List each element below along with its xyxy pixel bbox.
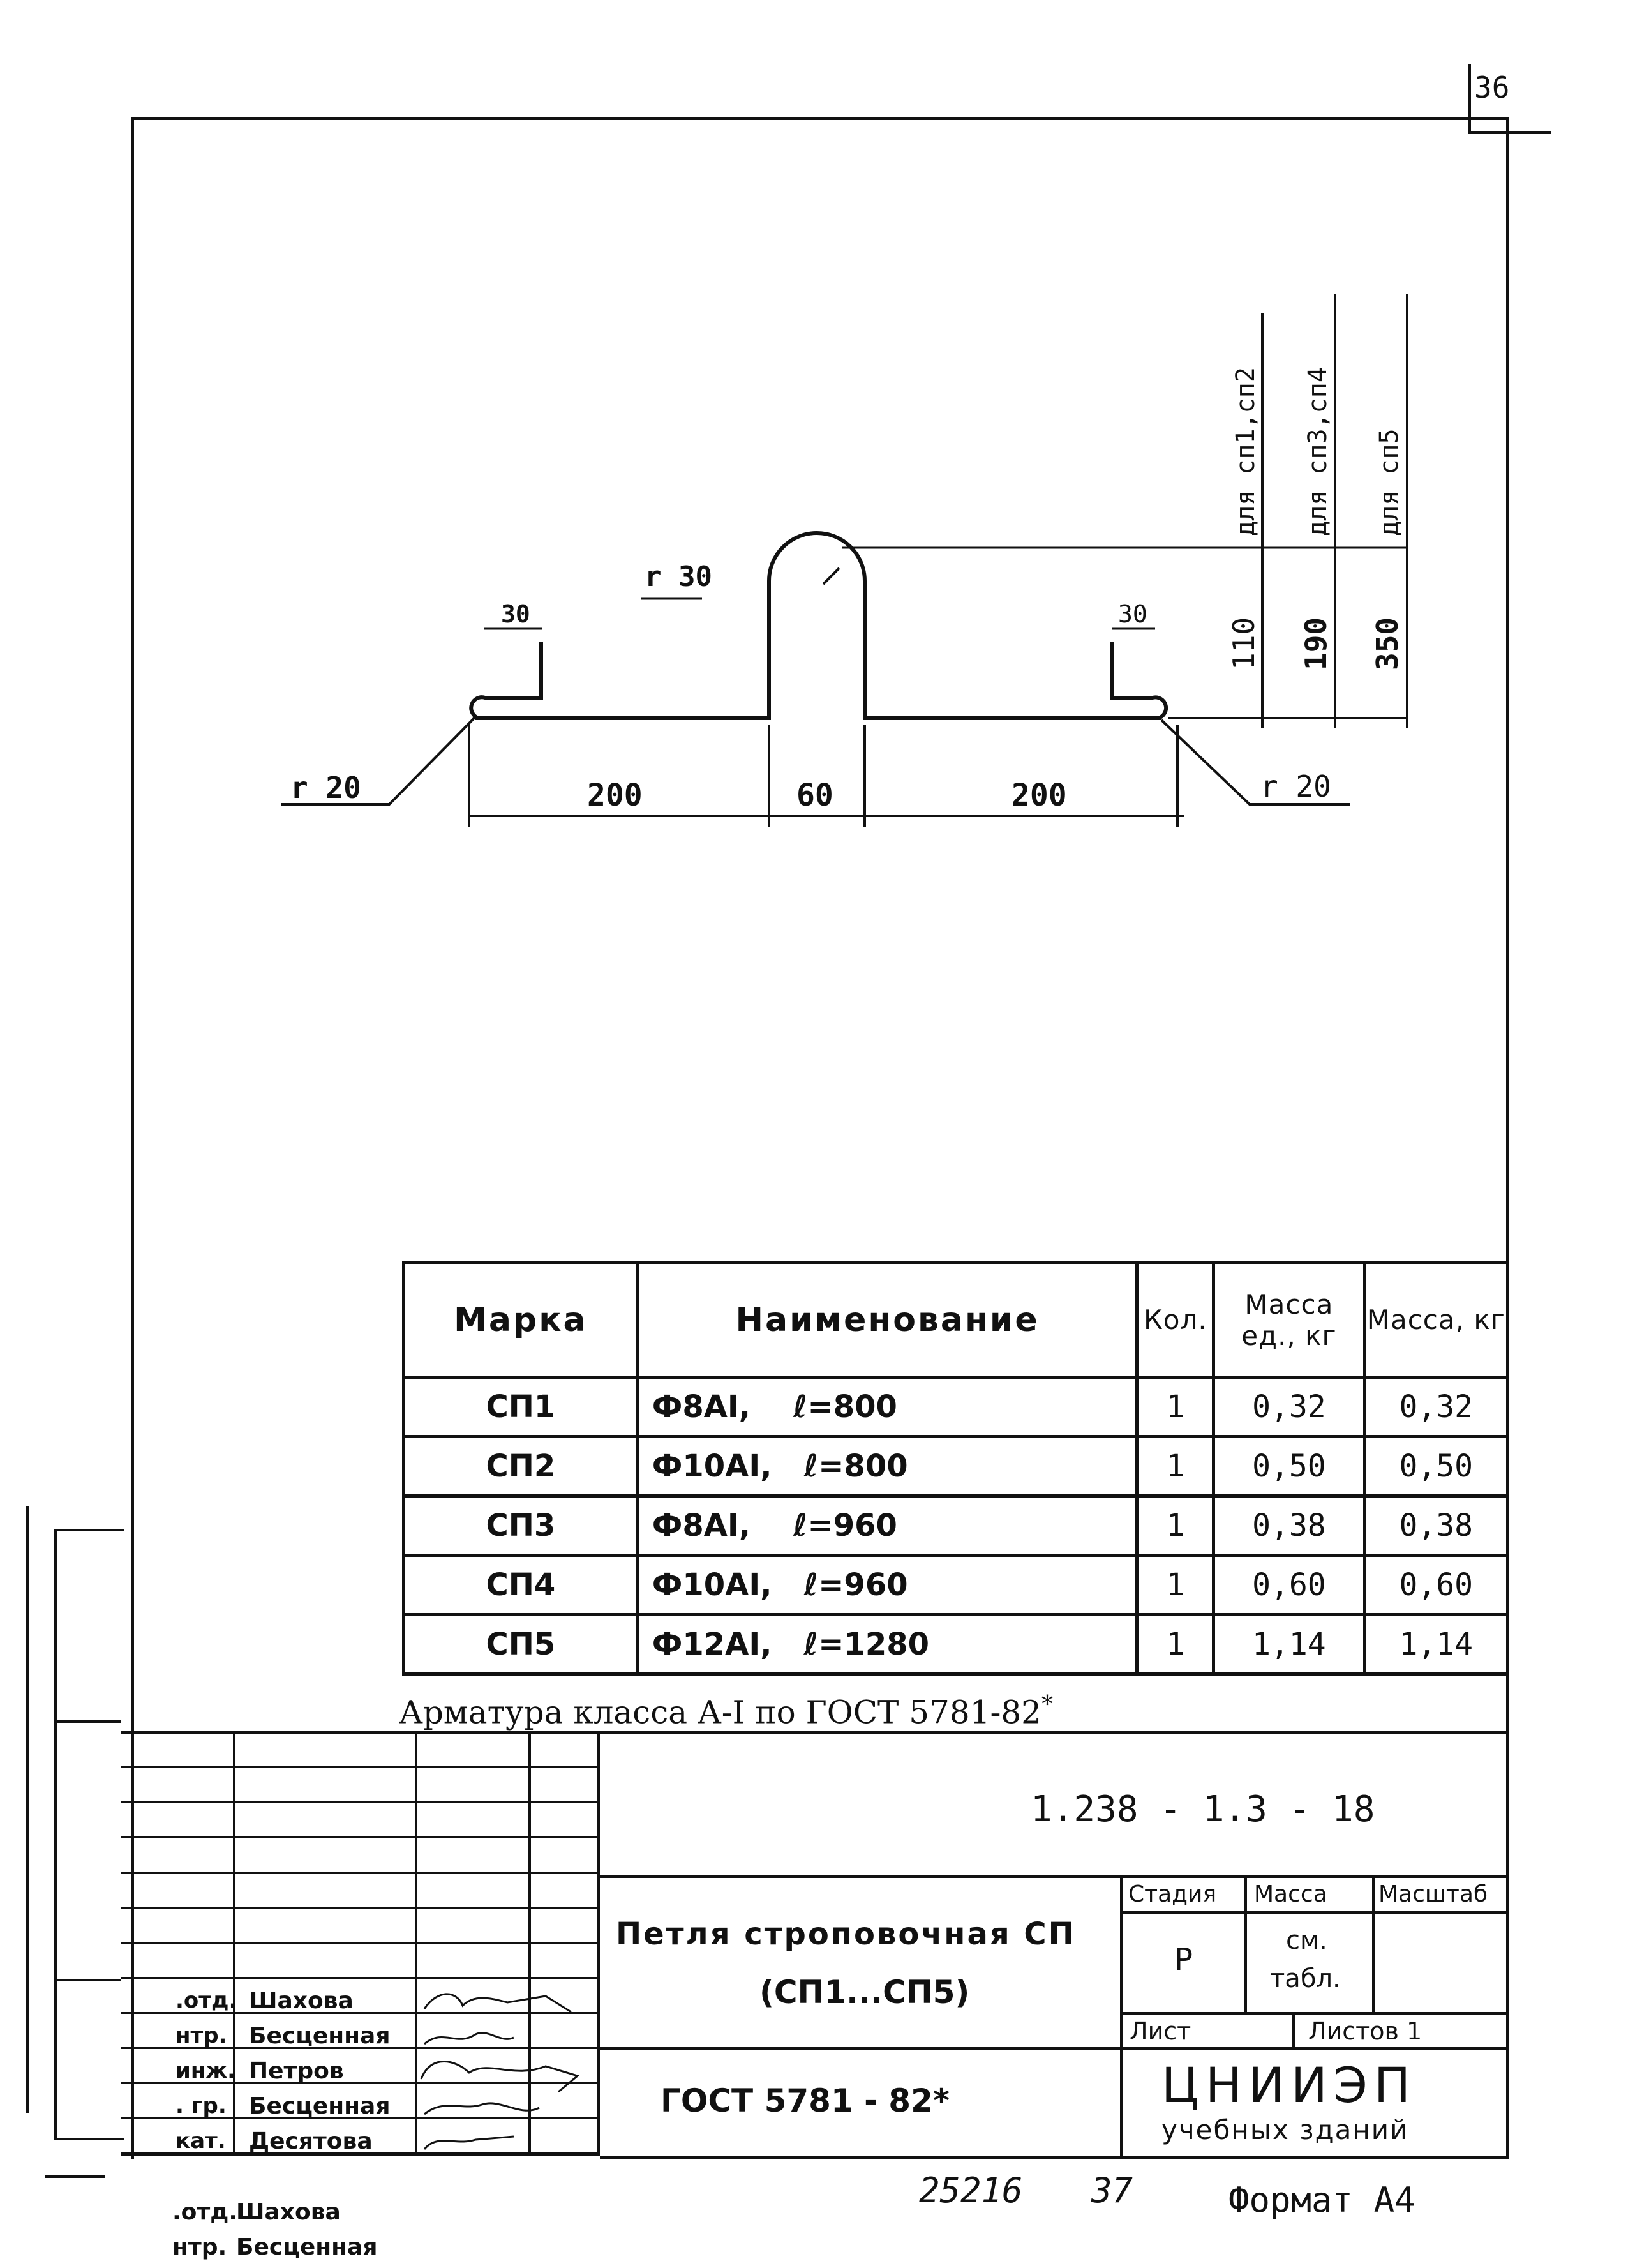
table-row: [404, 1437, 1508, 1496]
specification-table: [402, 1261, 1509, 1676]
reinforcement-note: [399, 1692, 1053, 1731]
sheet-number: 37: [1091, 2170, 1133, 2211]
stage-value: Р: [1174, 1942, 1193, 1978]
loop-bar-left: [475, 533, 1161, 718]
dim-r20-right: r 20: [1260, 769, 1331, 804]
organization-name: ЦНИИЭП: [1161, 2057, 1417, 2114]
cell-qty: 1: [1137, 1496, 1214, 1556]
dim-height-190: 190: [1299, 617, 1333, 670]
cell-name: Ф10АI, ℓ=800: [638, 1437, 1137, 1496]
table-row: [404, 1615, 1508, 1674]
cell-mass-unit: 0,60: [1214, 1556, 1364, 1615]
dim-height-110: 110: [1227, 617, 1261, 670]
person-name: Десятова: [249, 2128, 373, 2154]
table-row: [404, 1496, 1508, 1556]
side-stamp: [26, 1506, 54, 2113]
hook-right: [1112, 642, 1166, 718]
hook-left: [471, 642, 541, 718]
side-stamp-box: [54, 1529, 124, 2140]
stage-label: Стадия: [1128, 1881, 1217, 1907]
page-number: 36: [1474, 70, 1510, 105]
cell-mark: СП2: [404, 1437, 638, 1496]
header-qty: Кол.: [1137, 1263, 1214, 1378]
title-block: [600, 1731, 1509, 2159]
header-name: Наименование: [638, 1263, 1137, 1378]
side-stamp-divider: [54, 1720, 121, 1723]
dim-bottom-left: 200: [587, 777, 643, 813]
mass-value-line2: табл.: [1270, 1964, 1341, 1994]
mass-label: Масса: [1254, 1881, 1327, 1907]
document-code: 1.238 - 1.3 - 18: [1031, 1789, 1375, 1830]
cell-mass-unit: 0,32: [1214, 1378, 1364, 1437]
role-label: .отд.: [175, 1988, 237, 2013]
label-sp1-sp2: для сп1,сп2: [1231, 367, 1260, 536]
organization-subtitle: учебных зданий: [1161, 2114, 1409, 2145]
side-stamp-divider: [54, 1979, 121, 1981]
dim-r30: r 30: [645, 560, 712, 593]
cell-mass-unit: 1,14: [1214, 1615, 1364, 1674]
header-mass: Масса, кг: [1364, 1263, 1508, 1378]
bottom-left-dash: [45, 2175, 105, 2178]
label-sp3-sp4: для сп3,сп4: [1303, 367, 1333, 536]
cell-mark: СП5: [404, 1615, 638, 1674]
person-name: Шахова: [236, 2199, 341, 2225]
cell-mark: СП3: [404, 1496, 638, 1556]
cell-name: Ф10АI, ℓ=960: [638, 1556, 1137, 1615]
mass-value-line1: см.: [1286, 1926, 1327, 1955]
cell-mass-unit: 0,50: [1214, 1437, 1364, 1496]
dim-bottom-center: 60: [796, 777, 833, 813]
cell-qty: 1: [1137, 1437, 1214, 1496]
document-title-line1: Петля строповочная СП: [616, 1916, 1076, 1952]
scale-label: Масштаб: [1378, 1881, 1488, 1907]
cell-qty: 1: [1137, 1556, 1214, 1615]
role-label: . гр.: [175, 2093, 227, 2119]
table-header-row: [404, 1263, 1508, 1378]
header-mark: Марка: [404, 1263, 638, 1378]
handwritten-signatures: [418, 1983, 597, 2159]
header-mass-unit: Масса ед., кг: [1214, 1263, 1364, 1378]
label-sp5: для сп5: [1375, 428, 1404, 536]
cell-mark: СП4: [404, 1556, 638, 1615]
table-row: [404, 1378, 1508, 1437]
lifting-loop-drawing: [0, 0, 1635, 894]
role-label: инж.: [175, 2058, 236, 2084]
cell-mass: 0,32: [1364, 1378, 1508, 1437]
role-label: нтр.: [175, 2023, 227, 2048]
dim-height-350: 350: [1370, 617, 1405, 670]
cell-qty: 1: [1137, 1615, 1214, 1674]
standard-reference: ГОСТ 5781 - 82*: [661, 2082, 950, 2119]
format-label: Формат А4: [1228, 2180, 1415, 2220]
dim-top-right: 30: [1118, 600, 1147, 628]
cell-mass: 0,50: [1364, 1437, 1508, 1496]
inventory-number: 25216: [919, 2170, 1023, 2211]
sheet-label: Лист: [1130, 2017, 1191, 2045]
personnel-list: [121, 1983, 600, 2159]
dim-bottom-right: 200: [1012, 777, 1067, 813]
person-name: Бесценная: [249, 2093, 391, 2119]
cell-mass: 0,60: [1364, 1556, 1508, 1615]
cell-qty: 1: [1137, 1378, 1214, 1437]
role-label: .отд.: [172, 2199, 238, 2225]
cell-mass: 0,38: [1364, 1496, 1508, 1556]
note-text: Арматура класса А-I по ГОСТ 5781-82: [399, 1693, 1041, 1731]
person-name: Бесценная: [249, 2023, 391, 2049]
cell-mark: СП1: [404, 1378, 638, 1437]
note-asterisk: *: [1041, 1692, 1053, 1718]
cell-mass-unit: 0,38: [1214, 1496, 1364, 1556]
cell-mass: 1,14: [1364, 1615, 1508, 1674]
dim-top-left: 30: [501, 600, 530, 628]
table-row: [404, 1556, 1508, 1615]
cell-name: Ф12АI, ℓ=1280: [638, 1615, 1137, 1674]
document-title-line2: (СП1...СП5): [759, 1974, 970, 2011]
person-name: Шахова: [249, 1988, 354, 2014]
person-name: Петров: [249, 2058, 344, 2084]
role-label: кат.: [175, 2128, 226, 2154]
cell-name: Ф8АI, ℓ=800: [638, 1378, 1137, 1437]
role-label: нтр.: [172, 2234, 227, 2260]
sheets-count: Листов 1: [1308, 2017, 1422, 2045]
cell-name: Ф8АI, ℓ=960: [638, 1496, 1137, 1556]
person-name: Бесценная: [236, 2234, 378, 2260]
dim-r20-left: r 20: [290, 770, 361, 805]
